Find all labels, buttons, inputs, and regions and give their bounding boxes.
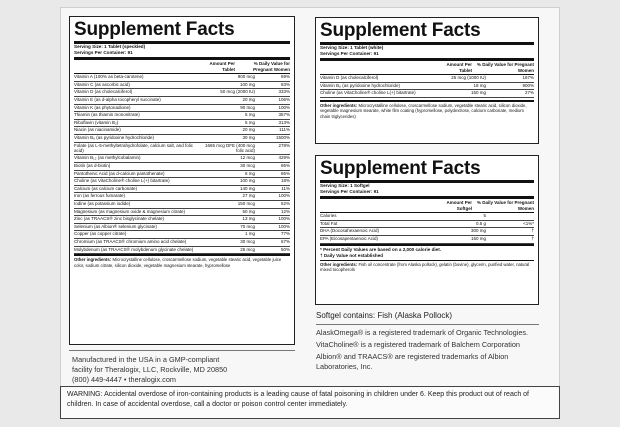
nutrient-daily-value: 86% — [280, 170, 290, 176]
table-row — [74, 155, 290, 163]
table-row — [74, 82, 290, 90]
softgel-contains: Softgel contains: Fish (Alaska Pollock) — [316, 311, 453, 320]
table-row — [74, 193, 290, 201]
nutrient-daily-value: 52% — [280, 200, 290, 206]
nutrient-amount: 150 mg — [470, 236, 486, 241]
nutrient-daily-value: <1%* — [523, 220, 534, 226]
other-ingredients: Other ingredients: Microcrystalline cellulose, croscarmellose sodium, vegetable stearic acid, vegetable juice color, sodium citrate, silicon dioxide, vegetable magnesium stearate, hypromellose — [74, 254, 290, 268]
table-row — [74, 216, 290, 224]
table-row — [74, 201, 290, 209]
supplement-facts-softgel — [315, 155, 539, 305]
nutrient-name: Chromium (as TRAACS® chromium amino acid chelate) — [74, 238, 187, 244]
table-row — [74, 247, 290, 255]
servings-per-container: Servings Per Container: 91 — [320, 189, 534, 199]
nutrient-amount: 70 mcg — [240, 223, 255, 229]
table-row — [74, 209, 290, 217]
nutrient-daily-value: 18% — [280, 178, 290, 184]
divider — [69, 350, 295, 351]
supplement-facts-speckled — [69, 16, 295, 345]
nutrient-amount: 30 mg — [242, 134, 255, 140]
nutrient-amount: 50 mg — [242, 208, 255, 214]
nutrient-daily-value: 100% — [278, 104, 290, 110]
nutrient-name: EPA (Eicosapentaenoic Acid) — [320, 236, 378, 241]
nutrient-daily-value: 333% — [278, 89, 290, 95]
nutrient-name: Selenium (as Albion® selenium glycinate) — [74, 223, 157, 229]
nutrient-name: Vitamin D (as cholecalciferol) — [74, 89, 133, 95]
nutrient-daily-value: 100% — [278, 223, 290, 229]
nutrient-name: Zinc (as TRAACS® zinc bisglycinate chelate) — [74, 216, 165, 222]
nutrient-daily-value: 1500% — [275, 134, 290, 140]
supplement-facts-white — [315, 17, 539, 144]
nutrient-amount: 20 mg — [242, 97, 255, 102]
nutrient-daily-value: † — [531, 228, 534, 234]
table-row — [74, 143, 290, 156]
table-row — [74, 105, 290, 113]
footnote-daily-values: * Percent Daily Values are based on a 2,000 calorie diet. — [320, 244, 534, 253]
column-header — [320, 199, 534, 213]
nutrient-amount: 50 mcg (2000 IU) — [220, 89, 255, 95]
nutrient-amount: 90 mcg — [240, 104, 255, 110]
table-row — [320, 83, 534, 91]
serving-size: Serving Size: 1 Tablet (speckled) — [74, 44, 146, 49]
other-ingredients: Other ingredients: Microcrystalline cellulose, croscarmellose sodium, vegetable stearic acid, silicon dioxide, vegetable magnesium stearate, white film coating (hypromellose, polydextrose, calcium carbonate, medium chain triglycerides) — [320, 100, 534, 119]
nutrient-name: Vitamin E (as d-alpha tocopheryl succinate) — [74, 97, 161, 102]
column-header — [320, 61, 534, 75]
table-row — [320, 75, 534, 83]
panel-title: Supplement Facts — [320, 158, 534, 183]
nutrient-daily-value: 69% — [280, 74, 290, 80]
table-row — [74, 163, 290, 171]
nutrient-name: Vitamin B₁₂ (as methylcobalamin) — [74, 155, 141, 161]
nutrient-daily-value: 83% — [280, 81, 290, 87]
nutrient-name: Choline (as VitaCholine® choline L(+) bitartrate) — [74, 178, 170, 184]
nutrient-daily-value: 77% — [280, 231, 290, 237]
nutrient-name: Vitamin C (as ascorbic acid) — [74, 81, 130, 87]
nutrient-amount: 25 mcg — [240, 246, 255, 252]
table-row — [74, 74, 290, 82]
nutrient-name: Choline (as VitaCholine® choline L(+) bitartrate) — [320, 90, 416, 96]
nutrient-name: Iron (as ferrous fumarate) — [74, 193, 126, 199]
table-row — [74, 239, 290, 247]
table-row — [74, 112, 290, 120]
nutrient-daily-value: 106% — [278, 97, 290, 102]
nutrient-daily-value: † — [531, 236, 534, 241]
other-ingredients: Other ingredients: Fish oil concentrate (from Alaska pollock), gelatin (bovine), glycerin, purified water, natural mixed tocopherols — [320, 260, 534, 273]
nutrient-daily-value: 167% — [522, 75, 534, 81]
nutrient-amount: 1665 mcg DFE (400 mcg folic acid) — [204, 143, 255, 154]
nutrient-daily-value: 278% — [278, 143, 290, 149]
nutrient-name: Vitamin B₆ (as pyridoxine hydrochloride) — [320, 82, 401, 88]
table-row — [320, 236, 534, 244]
nutrient-daily-value: 67% — [280, 238, 290, 244]
divider — [316, 324, 539, 325]
table-row — [320, 90, 534, 98]
panel-title: Supplement Facts — [320, 20, 534, 45]
table-row — [320, 228, 534, 236]
nutrient-amount: 12 mcg — [240, 155, 255, 161]
nutrient-amount: 5 mg — [244, 112, 255, 118]
table-row — [74, 224, 290, 232]
nutrient-amount: 150 mg — [470, 90, 486, 96]
nutrient-daily-value: 100% — [278, 193, 290, 199]
table-row — [74, 171, 290, 179]
serving-size: Serving Size: 1 Tablet (white) — [320, 45, 384, 50]
nutrient-name: Vitamin B₆ (as pyridoxine hydrochloride) — [74, 134, 155, 140]
nutrient-amount: 30 mcg — [240, 162, 255, 168]
nutrient-daily-value: 111% — [279, 127, 290, 133]
amount-header: Amount Per Tablet — [446, 62, 472, 73]
table-row — [74, 89, 290, 97]
amount-header: Amount Per Tablet — [209, 61, 235, 72]
nutrient-daily-value: 11% — [281, 185, 290, 191]
trademark-alaskomega: AlaskOmega® is a registered trademark of Organic Technologies. — [316, 328, 529, 337]
nutrient-daily-value: 429% — [278, 155, 290, 161]
nutrient-amount: 25 mcg (1000 IU) — [451, 75, 486, 81]
nutrient-name: Magnesium (as magnesium oxide & magnesium citrate) — [74, 208, 186, 214]
nutrient-name: Pantothenic Acid (as d-calcium pantothenate) — [74, 170, 165, 176]
nutrient-amount: 18 mg — [473, 82, 486, 88]
nutrient-amount: 150 mcg — [237, 200, 255, 206]
nutrient-amount: 1 mg — [244, 231, 255, 237]
nutrient-amount: 900 mcg — [237, 74, 255, 80]
manufacturer-line-1: Manufactured in the USA in a GMP-compliant — [72, 355, 220, 364]
nutrient-name: Total Fat — [320, 220, 338, 226]
nutrient-daily-value: 86% — [280, 162, 290, 168]
table-row — [74, 97, 290, 105]
dv-header: % Daily Value for Pregnant Women — [476, 62, 534, 73]
nutrient-daily-value: 900% — [522, 82, 534, 88]
column-header — [74, 60, 290, 74]
table-row — [74, 231, 290, 239]
amount-header: Amount Per Softgel — [446, 200, 472, 211]
warning-box — [60, 386, 560, 419]
nutrient-amount: 100 mg — [239, 178, 255, 184]
manufacturer-line-2: facility for Theralogix, LLC, Rockville, MD 20850 — [72, 365, 228, 374]
table-row — [74, 120, 290, 128]
servings-per-container: Servings Per Container: 91 — [320, 51, 534, 61]
nutrient-amount: 300 mg — [470, 228, 486, 234]
nutrient-amount: 5 — [483, 213, 486, 219]
nutrient-name: Riboflavin (vitamin B₂) — [74, 119, 119, 125]
nutrient-amount: 100 mg — [239, 81, 255, 87]
nutrient-amount: 6 mg — [244, 170, 255, 176]
nutrient-name: Vitamin A (100% as beta-carotene) — [74, 74, 144, 80]
nutrient-amount: 140 mg — [239, 185, 255, 191]
table-row — [74, 178, 290, 186]
nutrient-table — [74, 74, 290, 254]
table-row — [74, 135, 290, 143]
nutrient-name: Molybdenum (as TRAACS® molybdenum glycinate chelate) — [74, 246, 194, 252]
trademark-vitacholine: VitaCholine® is a registered trademark of Balchem Corporation — [316, 340, 520, 349]
nutrient-amount: 5 mg — [244, 119, 255, 125]
nutrient-daily-value — [486, 213, 534, 220]
nutrient-name: Thiamin (as thiamin mononitrate) — [74, 112, 140, 118]
table-row — [74, 127, 290, 135]
nutrient-name: Vitamin D (as cholecalciferol) — [320, 75, 379, 81]
nutrient-table — [320, 213, 534, 243]
nutrient-name: Calcium (as calcium carbonate) — [74, 185, 138, 191]
nutrient-name: Vitamin K (as phytonadione) — [74, 104, 131, 110]
nutrient-amount: 30 mcg — [240, 238, 255, 244]
nutrient-name: Copper (as copper citrate) — [74, 231, 127, 237]
nutrient-name: Folate (as L-5-methyltetrahydrofolate, calcium salt, and folic acid) — [74, 143, 194, 154]
nutrient-amount: 0.5 g — [475, 220, 486, 226]
dv-header: % Daily Value for Pregnant Women — [253, 61, 290, 72]
table-row — [320, 221, 534, 229]
nutrient-name: DHA (Docosahexaenoic Acid) — [320, 228, 380, 234]
footnote-not-established: † Daily Value not established — [320, 252, 384, 258]
nutrient-name: Calories — [320, 213, 337, 219]
servings-per-container: Servings Per Container: 91 — [74, 50, 290, 60]
manufacturer-contact: (800) 449-4447 • theralogix.com — [72, 375, 176, 384]
table-row — [74, 186, 290, 194]
nutrient-daily-value: 357% — [278, 112, 290, 118]
nutrient-daily-value: 12% — [280, 208, 290, 214]
dv-header: % Daily Value for Pregnant Women — [476, 200, 534, 211]
trademark-albion-traacs: Albion® and TRAACS® are registered trademarks of Albion Laboratories, Inc. — [316, 352, 509, 372]
serving-size: Serving Size: 1 Softgel — [320, 183, 370, 188]
panel-title: Supplement Facts — [74, 19, 290, 44]
nutrient-name: Biotin (as d-biotin) — [74, 162, 111, 168]
nutrient-daily-value: 50% — [280, 246, 290, 252]
nutrient-daily-value: 100% — [278, 216, 290, 222]
nutrient-amount: 27 mg — [242, 193, 255, 199]
warning-text: WARNING: Accidental overdose of iron-containing products is a leading cause of fatal poisoning in children under 6. Keep this product out of reach of children. In case of accidental overdose, call a doctor or poison control center immediately. — [67, 391, 530, 408]
nutrient-table — [320, 75, 534, 98]
nutrient-amount: 20 mg — [242, 127, 255, 133]
nutrient-daily-value: 313% — [278, 119, 290, 125]
nutrient-name: Niacin (as niacinamide) — [74, 127, 121, 133]
nutrient-daily-value: 27% — [524, 90, 534, 96]
nutrient-name: Iodine (as potassium iodide) — [74, 200, 131, 206]
nutrient-amount: 13 mg — [242, 216, 255, 222]
table-row — [320, 213, 534, 221]
